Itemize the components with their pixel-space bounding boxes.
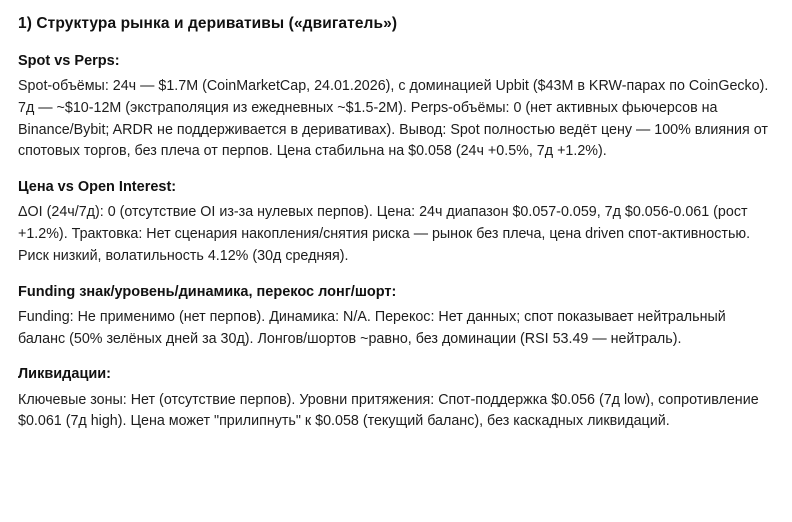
section-heading: Цена vs Open Interest: — [18, 179, 177, 196]
page-title: 1) Структура рынка и деривативы («двигатель») — [18, 15, 398, 32]
section-spot-vs-perps — [18, 51, 774, 163]
section-body: Funding: Не применимо (нет перпов). Динамика: N/A. Перекос: Нет данных; спот показывает нейтральный баланс (50% зелёных дней за 30д). Лонгов/шортов ~равно, без доминации (RSI 53.49 — нейтраль). — [18, 308, 726, 347]
section-body: ΔOI (24ч/7д): 0 (отсутствие OI из-за нулевых перпов). Цена: 24ч диапазон $0.057-0.059, 7д $0.056-0.061 (рост +1.2%). Трактовка: Нет сценария накопления/снятия риска — рынок без плеча, цена driven спот-активностью. Риск низкий, волатильность 4.12% (30д средняя). — [18, 204, 751, 264]
section-body: Ключевые зоны: Нет (отсутствие перпов). Уровни притяжения: Спот-поддержка $0.056 (7д low), сопротивление $0.061 (7д high). Цена может "прилипнуть" к $0.058 (текущий баланс), без каскадных ликвидаций. — [18, 391, 759, 430]
section-heading: Spot vs Perps: — [18, 52, 120, 69]
section-heading: Ликвидации: — [18, 366, 112, 383]
section-liquidations — [18, 364, 774, 433]
section-funding — [18, 282, 774, 351]
section-heading: Funding знак/уровень/динамика, перекос лонг/шорт: — [18, 283, 397, 300]
section-body: Spot-объёмы: 24ч — $1.7M (CoinMarketCap, 24.01.2026), с доминацией Upbit ($43M в KRW-парах по CoinGecko). 7д — ~$10-12M (экстраполяция из ежедневных ~$1.5-2M). Perps-объёмы: 0 (нет активных фьючерсов на Binance/Bybit; ARDR не поддерживается в деривативах). Вывод: Spot полностью ведёт цену — 100% влияния от спотовых торгов, без плеча от перпов. Цена стабильна на $0.058 (24ч +0.5%, 7д +1.2%). — [18, 78, 769, 160]
section-price-vs-open-interest — [18, 177, 774, 267]
